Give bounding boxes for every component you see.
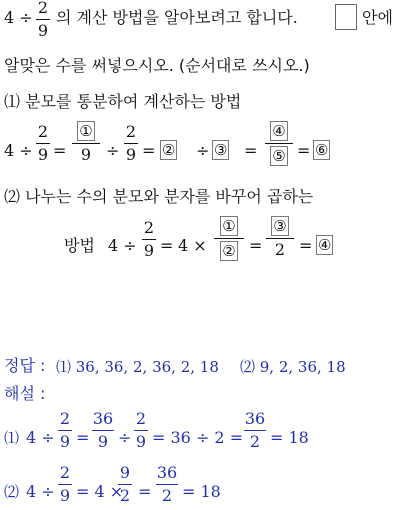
problem-tail: 안에 bbox=[362, 8, 393, 27]
fraction-denominator: 9 bbox=[37, 145, 49, 164]
fraction-numerator: 2 bbox=[143, 218, 155, 237]
m1-lead: 4 ÷ bbox=[4, 141, 33, 160]
m1-fraction-4 bbox=[265, 121, 293, 166]
fraction-bar bbox=[266, 238, 294, 239]
divide-sign: ÷ bbox=[196, 141, 210, 160]
explanation-2-tag: ⑵ bbox=[4, 483, 20, 501]
blank-1: ① bbox=[222, 217, 236, 235]
equals-sign: = bbox=[76, 428, 90, 447]
m1-fraction-2 bbox=[72, 121, 100, 164]
fraction-denominator: 2 bbox=[119, 486, 131, 505]
divide-sign: ÷ bbox=[106, 141, 120, 160]
blank-3: ③ bbox=[273, 217, 287, 235]
explanation-1-lead: 4 ÷ bbox=[26, 428, 55, 447]
m2-fraction-1 bbox=[142, 219, 156, 260]
fraction-denominator: 9 bbox=[37, 21, 49, 40]
fraction-bar bbox=[156, 484, 178, 485]
fraction-bar bbox=[124, 143, 138, 144]
fraction-numerator: 36 bbox=[92, 409, 114, 428]
explanation-2-lead: 4 ÷ bbox=[26, 482, 55, 501]
exp1-fraction-1 bbox=[58, 410, 72, 451]
exp1-fraction-2 bbox=[92, 410, 114, 451]
equals-sign: = bbox=[249, 236, 263, 255]
fraction-denominator: 9 bbox=[143, 241, 155, 260]
fraction-numerator: 2 bbox=[135, 409, 147, 428]
explanation-1-result: = 18 bbox=[270, 428, 309, 447]
problem-lead: 4 ÷ bbox=[4, 8, 33, 27]
problem-instruction: 알맞은 수를 써넣으시오. (순서대로 쓰시오.) bbox=[4, 56, 310, 75]
blank-1: ① bbox=[79, 122, 93, 140]
fraction-denominator: 9 bbox=[135, 432, 147, 451]
fraction-bar bbox=[244, 430, 266, 431]
exp1-fraction-4 bbox=[244, 410, 266, 451]
fraction-denominator: 9 bbox=[125, 145, 137, 164]
m1-fraction-3 bbox=[124, 123, 138, 164]
fraction-numerator: 2 bbox=[125, 122, 137, 141]
fraction-denominator: 2 bbox=[274, 240, 286, 259]
fraction-bar bbox=[58, 430, 72, 431]
fraction-denominator: 9 bbox=[80, 145, 92, 164]
blank-3: ③ bbox=[214, 141, 228, 159]
fraction-numerator: 9 bbox=[119, 463, 131, 482]
blank-6: ⑥ bbox=[315, 141, 329, 159]
fraction-bar bbox=[36, 19, 50, 20]
blank-2: ② bbox=[162, 141, 176, 159]
m2-fraction-2 bbox=[214, 216, 244, 261]
fraction-numerator: 36 bbox=[156, 463, 178, 482]
times-term: 4 × bbox=[178, 236, 207, 255]
equals-sign: = bbox=[299, 236, 313, 255]
equals-sign: = bbox=[53, 141, 67, 160]
blank-4: ④ bbox=[272, 122, 286, 140]
blank-5: ⑤ bbox=[272, 147, 286, 165]
equals-sign: = bbox=[138, 482, 152, 501]
exp2-fraction-3 bbox=[156, 464, 178, 505]
problem-text: 의 계산 방법을 알아보려고 합니다. bbox=[56, 8, 298, 27]
explanation-1-middle: = 36 ÷ 2 = bbox=[152, 428, 244, 447]
equals-sign: = bbox=[297, 141, 311, 160]
equals-sign: = bbox=[142, 141, 156, 160]
fraction-bar bbox=[134, 430, 148, 431]
fraction-bar bbox=[36, 143, 50, 144]
fraction-denominator: 9 bbox=[59, 486, 71, 505]
equals-sign: = bbox=[160, 236, 174, 255]
fraction-denominator: 9 bbox=[59, 432, 71, 451]
fraction-bar bbox=[142, 239, 156, 240]
fraction-numerator: 2 bbox=[59, 463, 71, 482]
fraction-bar bbox=[118, 484, 132, 485]
explanation-1-tag: ⑴ bbox=[4, 429, 20, 447]
fraction-numerator: 2 bbox=[37, 122, 49, 141]
exp1-fraction-3 bbox=[134, 410, 148, 451]
fraction-bar bbox=[58, 484, 72, 485]
method-word: 방법 bbox=[64, 236, 95, 255]
m2-fraction-3 bbox=[266, 216, 294, 259]
exp2-fraction-1 bbox=[58, 464, 72, 505]
answer-part-1: ⑴ 36, 36, 2, 36, 2, 18 bbox=[56, 358, 219, 376]
fraction-numerator: 2 bbox=[37, 0, 49, 17]
answer-part-2: ⑵ 9, 2, 36, 18 bbox=[240, 358, 346, 376]
fraction-bar bbox=[214, 238, 244, 239]
fraction-bar bbox=[72, 143, 100, 144]
explanation-label: 해설 : bbox=[4, 384, 46, 403]
equals-sign: = bbox=[244, 141, 258, 160]
fraction-bar bbox=[265, 143, 293, 144]
exp2-fraction-2 bbox=[118, 464, 132, 505]
fraction-numerator: 36 bbox=[244, 409, 266, 428]
fraction-denominator: 2 bbox=[161, 486, 173, 505]
method-1-label: ⑴ 분모를 통분하여 계산하는 방법 bbox=[4, 92, 242, 111]
explanation-2-middle: = 4 × bbox=[76, 482, 124, 501]
explanation-2-result: = 18 bbox=[182, 482, 221, 501]
method-2-label: ⑵ 나누는 수의 분모와 분자를 바꾸어 곱하는 bbox=[4, 187, 314, 206]
divide-sign: ÷ bbox=[118, 428, 132, 447]
fraction-denominator: 9 bbox=[97, 432, 109, 451]
blank-4: ④ bbox=[318, 236, 332, 254]
blank-2: ② bbox=[222, 242, 236, 260]
problem-fraction bbox=[36, 0, 50, 40]
m1-fraction-1 bbox=[36, 123, 50, 164]
fraction-denominator: 2 bbox=[249, 432, 261, 451]
fraction-numerator: 2 bbox=[59, 409, 71, 428]
answer-label: 정답 : bbox=[4, 356, 46, 375]
answer-blank-box bbox=[335, 4, 357, 30]
m2-lead: 4 ÷ bbox=[108, 236, 137, 255]
fraction-bar bbox=[92, 430, 114, 431]
